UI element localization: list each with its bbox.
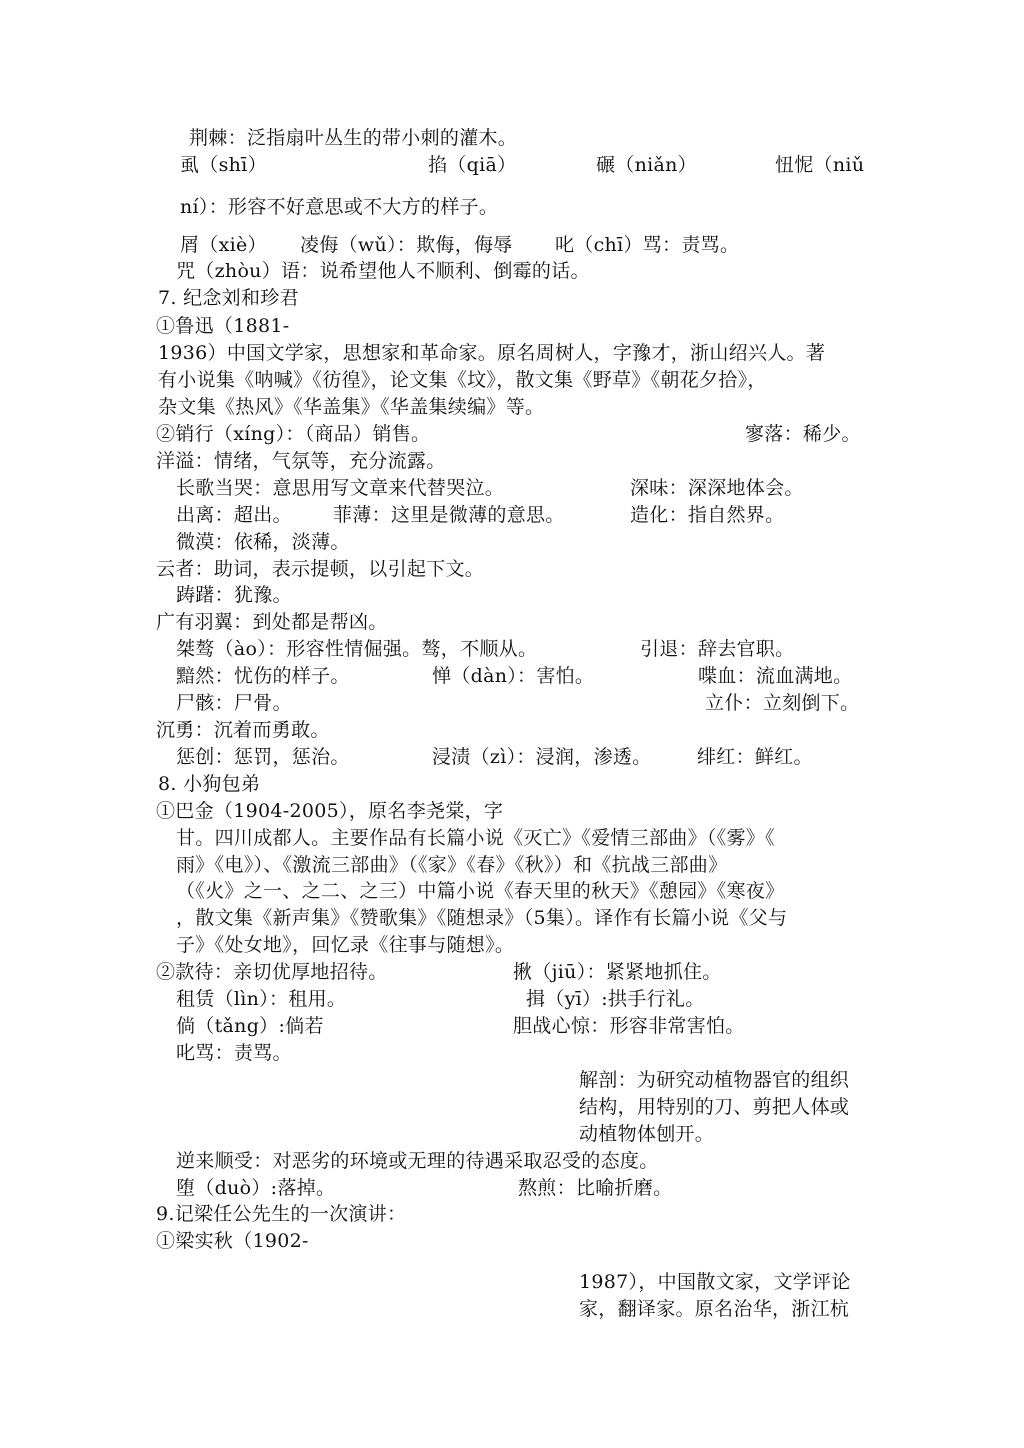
text-line: 微漠：依稀，淡薄。	[176, 531, 350, 553]
text-line: ①巴金（1904-2005），原名李尧棠，字	[156, 800, 504, 822]
text-line: 深味：深深地体会。	[630, 477, 804, 499]
text-line: ②款待：亲切优厚地招待。	[156, 961, 388, 983]
text-line: 喋血：流血满地。	[698, 665, 853, 687]
text-line: 虱（shī）	[180, 154, 267, 176]
text-line: 尸骸：尸骨。	[176, 692, 292, 714]
text-line: 屑（xiè）	[180, 234, 267, 256]
text-line: 云者：助词，表示提顿，以引起下文。	[156, 558, 485, 580]
section-heading: 9.记梁任公先生的一次演讲：	[156, 1203, 407, 1225]
text-line: 子》《处女地》，回忆录《往事与随想》。	[176, 934, 515, 956]
text-line: ní）：形容不好意思或不大方的样子。	[180, 196, 499, 218]
text-line: 杂文集《热风》《华盖集》《华盖集续编》等。	[158, 396, 545, 418]
text-line: 黯然：忧伤的样子。	[176, 665, 350, 687]
text-line: 熬煎：比喻折磨。	[518, 1177, 673, 1199]
section-heading: 8. 小狗包弟	[158, 773, 261, 795]
text-line: 胆战心惊：形容非常害怕。	[513, 1015, 745, 1037]
text-line: 叱骂：责骂。	[176, 1042, 292, 1064]
text-line: 碾（niǎn）	[596, 154, 697, 176]
text-line: ②销行（xíng）：（商品）销售。	[156, 423, 431, 445]
text-line: 凌侮（wǔ）：欺侮，侮辱	[300, 234, 513, 256]
text-line: 解剖：为研究动植物器官的组织	[579, 1069, 850, 1091]
text-line: 1987），中国散文家，文学评论	[579, 1271, 851, 1293]
text-line: 甘。四川成都人。主要作品有长篇小说《灭亡》《爱情三部曲》（《雾》《	[176, 827, 775, 849]
text-line: 掐（qiā）	[428, 154, 517, 176]
text-line: 揪（jiū）：紧紧地抓住。	[513, 961, 722, 983]
text-line: 出离：超出。	[176, 504, 292, 526]
text-line: 1936）中国文学家，思想家和革命家。原名周树人，字豫才，浙山绍兴人。著	[158, 342, 826, 364]
text-line: 立仆：立刻倒下。	[705, 692, 860, 714]
text-line: 堕（duò）:落掉。	[176, 1177, 336, 1199]
section-heading: 7. 纪念刘和珍君	[158, 287, 299, 309]
text-line: 动植物体刨开。	[579, 1123, 715, 1145]
text-line: 叱（chī）骂：责骂。	[555, 234, 740, 256]
text-line: 广有羽翼：到处都是帮凶。	[156, 611, 388, 633]
text-line: 桀骜（ào）：形容性情倔强。骜，不顺从。	[176, 638, 538, 660]
text-line: 结构，用特别的刀、剪把人体或	[579, 1096, 850, 1118]
text-line: 有小说集《呐喊》《彷徨》，论文集《坟》，散文集《野草》《朝花夕拾》，	[158, 369, 767, 391]
text-line: 雨》《电》）、《激流三部曲》（《家》《春》《秋》）和《抗战三部曲》	[176, 854, 728, 876]
text-line: 寥落：稀少。	[745, 423, 861, 445]
text-line: 绯红：鲜红。	[697, 746, 813, 768]
text-line: 租赁（lìn）：租用。	[176, 988, 347, 1010]
text-line: 揖（yī）:拱手行礼。	[526, 988, 705, 1010]
text-line: 洋溢：情绪，气氛等，充分流露。	[156, 450, 446, 472]
text-line: （《火》之一、之二、之三）中篇小说《春天里的秋天》《憩园》《寒夜》	[176, 880, 785, 902]
text-line: ①鲁迅（1881-	[156, 315, 290, 337]
text-line: 咒（zhòu）语：说希望他人不顺利、倒霉的话。	[176, 260, 590, 282]
text-line: ，散文集《新声集》《赞歌集》《随想录》（5集）。译作有长篇小说《父与	[176, 907, 788, 929]
text-line: 浸渍（zì）：浸润，渗透。	[432, 746, 652, 768]
text-line: 家，翻译家。原名治华，浙江杭	[579, 1298, 850, 1320]
text-line: 惮（dàn）：害怕。	[432, 665, 595, 687]
text-line: 沉勇：沉着而勇敢。	[156, 719, 330, 741]
text-line: 惩创：惩罚，惩治。	[176, 746, 350, 768]
text-line: 造化：指自然界。	[630, 504, 785, 526]
text-line: 踌躇：犹豫。	[176, 584, 292, 606]
text-line: ①梁实秋（1902-	[156, 1230, 309, 1252]
text-line: 逆来顺受：对恶劣的环境或无理的待遇采取忍受的态度。	[176, 1150, 659, 1172]
text-line: 长歌当哭：意思用写文章来代替哭泣。	[176, 477, 505, 499]
text-line: 引退：辞去官职。	[640, 638, 795, 660]
text-line: 荆棘：泛指扇叶丛生的带小刺的灌木。	[189, 127, 518, 149]
text-line: 菲薄：这里是微薄的意思。	[333, 504, 565, 526]
text-line: 忸怩（niǔ	[775, 154, 865, 176]
text-line: 倘（tǎng）:倘若	[176, 1015, 324, 1037]
